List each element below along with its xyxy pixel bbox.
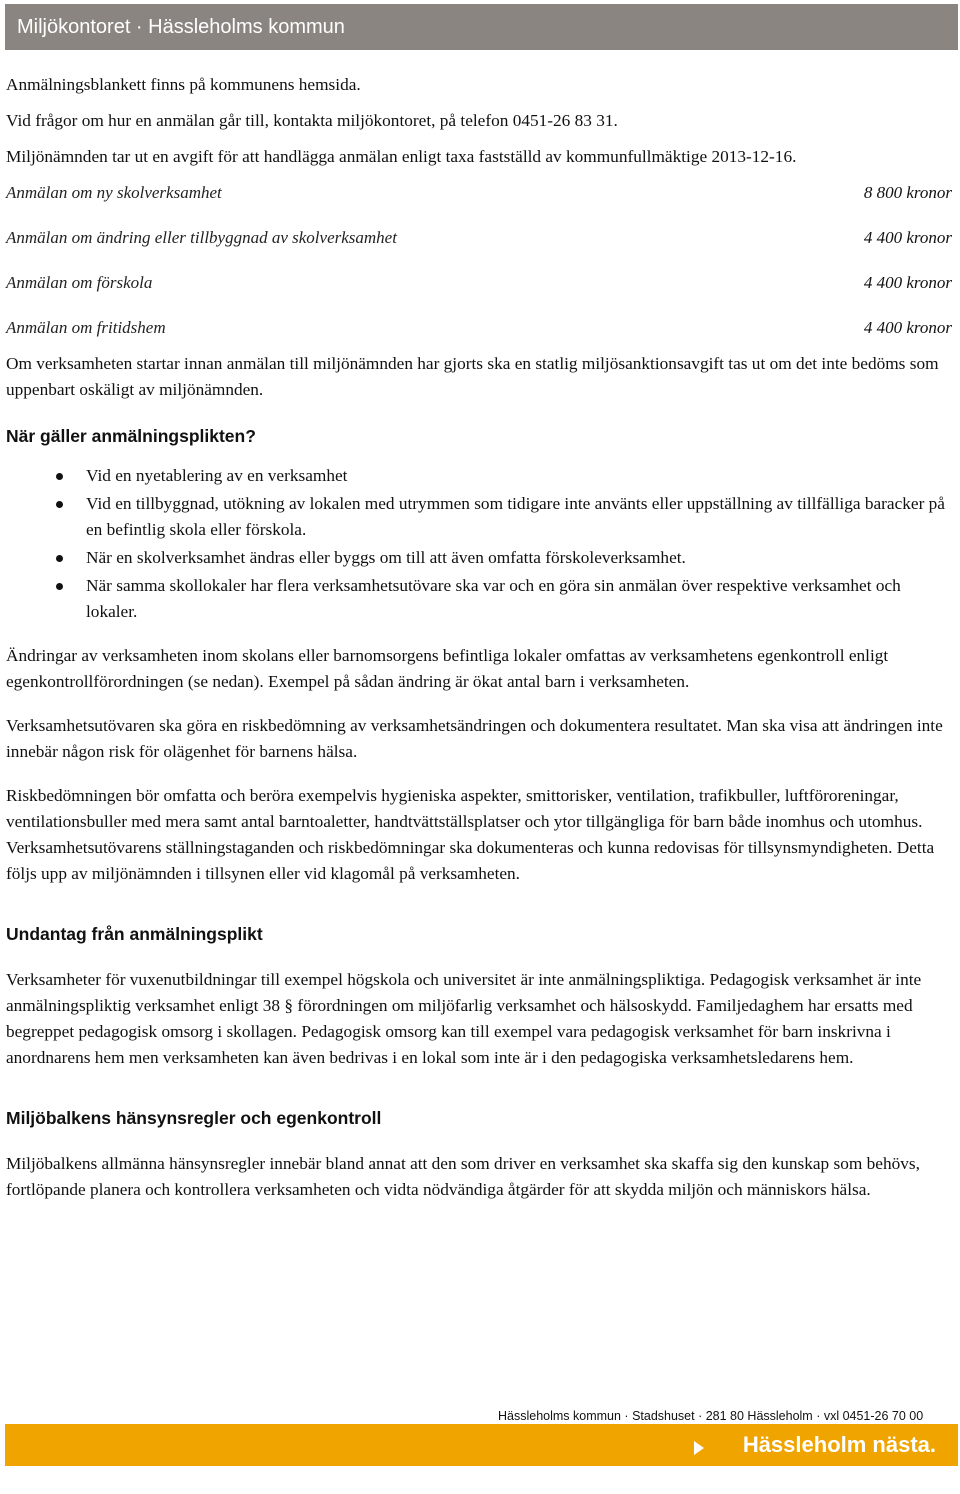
list-item: Vid en tillbyggnad, utökning av lokalen med utrymmen som tidigare inte använts eller uppställning av tillfälliga baracker på en befintlig skola eller förskola. <box>6 491 954 543</box>
fee-label: Anmälan om ändring eller tillbyggnad av skolverksamhet <box>6 228 397 247</box>
fee-amount: 4 400 kronor <box>863 228 952 247</box>
section-heading-environmental-code: Miljöbalkens hänsynsregler och egenkontroll <box>6 1108 382 1128</box>
header-title: Miljökontoret · Hässleholms kommun <box>17 16 345 38</box>
bullet-icon <box>56 555 63 562</box>
paragraph-risk-scope: Riskbedömningen bör omfatta och beröra exempelvis hygieniska aspekter, smittorisker, ventilation, trafikbuller, luftföroreningar, ventilationsbuller med mera samt antal barntoaletter, handtvättställsplatser och ytor tillgängliga för barn både inomhus och utomhus. Verksamhetsutövarens ställningstaganden och riskbedömningar ska dokumenteras och kunna redovisas för tillsynsmyndigheten. Detta följs upp av miljönämnden i tillsynen eller vid klagomål på verksamheten. <box>6 786 935 883</box>
section-heading-notification-duty: När gäller anmälningsplikten? <box>6 426 256 446</box>
fee-row <box>6 178 954 223</box>
bullet-icon <box>56 583 63 590</box>
fee-label: Anmälan om förskola <box>6 273 153 292</box>
intro-contact-info: Vid frågor om hur en anmälan går till, kontakta miljökontoret, på telefon 0451-26 83 31. <box>6 111 618 130</box>
footer-bar <box>5 1424 958 1466</box>
section-heading-exemption: Undantag från anmälningsplikt <box>6 924 263 944</box>
fee-amount: 4 400 kronor <box>863 273 952 292</box>
bullet-list <box>6 463 954 625</box>
fee-table <box>6 178 954 343</box>
fee-row <box>6 313 954 343</box>
arrow-right-icon <box>694 1441 704 1455</box>
intro-form-info: Anmälningsblankett finns på kommunens hemsida. <box>6 75 361 94</box>
paragraph-environmental-code: Miljöbalkens allmänna hänsynsregler innebär bland annat att den som driver en verksamhet ska skaffa sig den kunskap som behövs, fortlöpande planera och kontrollera verksamheten och vidta nödvändiga åtgärder för att skydda miljön och människors hälsa. <box>6 1154 920 1199</box>
paragraph-risk-assessment: Verksamhetsutövaren ska göra en riskbedömning av verksamhetsändringen och dokumentera resultatet. Man ska visa att ändringen inte innebär någon risk för olägenhet för barnens hälsa. <box>6 716 943 761</box>
fee-amount: 8 800 kronor <box>863 183 952 202</box>
list-item: När en skolverksamhet ändras eller byggs om till att även omfatta förskoleverksamhet. <box>6 545 954 571</box>
intro-fee-info: Miljönämnden tar ut en avgift för att handlägga anmälan enligt taxa fastställd av kommunfullmäktige 2013-12-16. <box>6 147 797 166</box>
bullet-icon <box>56 473 63 480</box>
fee-row <box>6 268 954 313</box>
sanction-paragraph: Om verksamheten startar innan anmälan till miljönämnden har gjorts ska en statlig miljösanktionsavgift tas ut om det inte bedöms som uppenbart oskäligt av miljönämnden. <box>6 354 939 399</box>
fee-label: Anmälan om ny skolverksamhet <box>6 183 222 202</box>
footer-slogan: Hässleholm nästa. <box>742 1432 936 1457</box>
list-item: Vid en nyetablering av en verksamhet <box>6 463 954 489</box>
fee-row <box>6 223 954 268</box>
page-header <box>5 4 958 50</box>
fee-amount: 4 400 kronor <box>863 318 952 337</box>
paragraph-exemption: Verksamheter för vuxenutbildningar till exempel högskola och universitet är inte anmälningspliktiga. Pedagogisk verksamhet är inte anmälningspliktig verksamhet enligt 38 § förordningen om miljöfarlig verksamhet och hälsoskydd. Familjedaghem har ersatts med begreppet pedagogisk omsorg i skollagen. Pedagogisk omsorg kan till exempel vara pedagogisk verksamhet för barn inskrivna i anordnarens hem men verksamheten kan även bedrivas i en lokal som inte är i den pedagogiska verksamhetsledarens hem. <box>6 970 922 1067</box>
paragraph-changes: Ändringar av verksamheten inom skolans eller barnomsorgens befintliga lokaler omfattas av verksamhetens egenkontroll enligt egenkontrollförordningen (se nedan). Exempel på sådan ändring är ökat antal barn i verksamheten. <box>6 646 889 691</box>
document-body <box>6 72 954 1203</box>
fee-label: Anmälan om fritidshem <box>6 318 166 337</box>
footer-address: Hässleholms kommun · Stadshuset · 281 80 Hässleholm · vxl 0451-26 70 00 <box>498 1409 924 1423</box>
bullet-icon <box>56 501 63 508</box>
list-item: När samma skollokaler har flera verksamhetsutövare ska var och en göra sin anmälan över respektive verksamhet och lokaler. <box>6 573 954 625</box>
